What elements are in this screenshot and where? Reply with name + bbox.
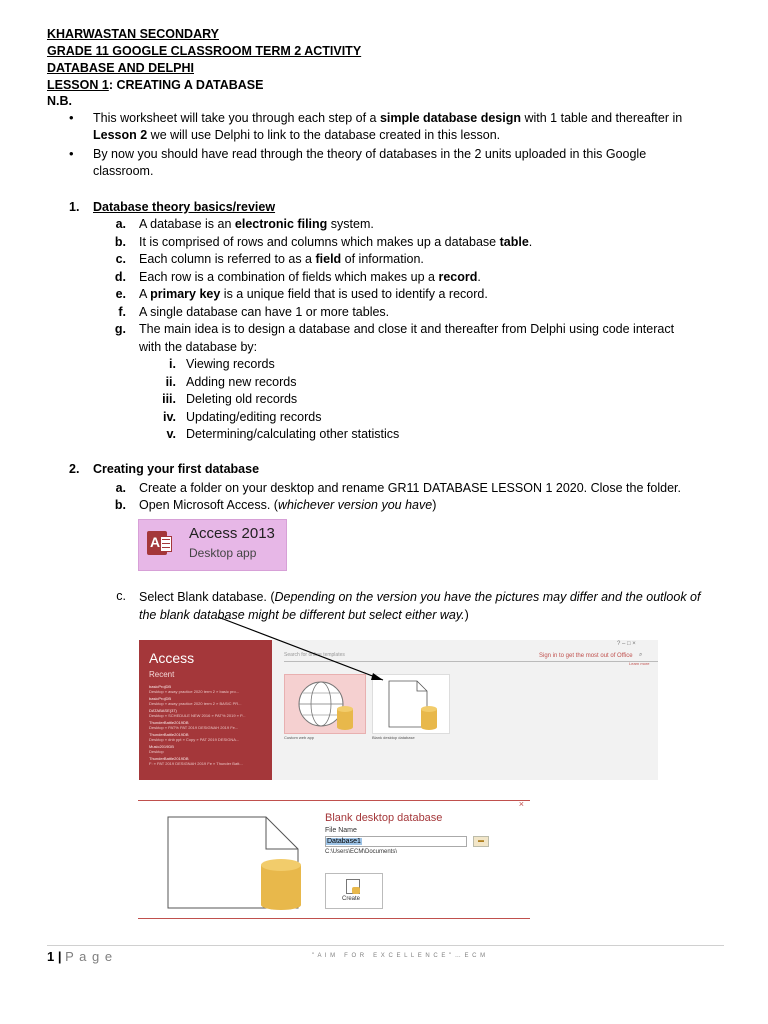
subitem: Updating/editing records [186,410,322,424]
subitem-label: v. [166,427,176,441]
folder-browse-icon[interactable]: ▬ [473,836,489,847]
section-2-title: Creating your first database [93,462,260,476]
access-app-title: Access [149,650,195,666]
bullet-bold: simple database design [379,111,521,125]
item-label: d. [114,270,126,284]
access-tile-title: Access 2013 [189,525,275,542]
access-logo-icon: A [147,531,167,555]
search-icon[interactable]: ⌕ [639,652,643,658]
create-button[interactable] [325,873,383,909]
create-button-label: Create [342,896,361,902]
item-label: b. [114,498,126,512]
recent-file[interactable]: Music2019DB Desktop [149,744,174,754]
bullet-line-3: By now you should have read through the theory of databases in the 2 units uploaded in this Google [93,147,647,161]
access-tile-subtitle: Desktop app [189,546,257,560]
item-label: a. [115,481,126,495]
subitem: Viewing records [186,357,275,371]
blank-document-icon [166,815,306,910]
item-label: g. [114,322,126,336]
lesson-title: : CREATING A DATABASE [108,78,264,92]
item-label: b. [114,235,126,249]
recent-file[interactable]: ThunderBattle2019DB F: » PAT 2019 DESIGNAH 2019 Fe » Thunder Batt... [149,756,243,766]
bullet-bold: Lesson 2 [93,128,148,142]
item-c: Each column is referred to as a field of information. [139,252,424,266]
section-2-item-c: Select Blank database. (Depending on the version you have the pictures may differ and the outlook of [139,590,701,604]
item-f: A single database can have 1 or more tables. [139,305,390,319]
template-label: Custom web app [284,735,315,740]
subitem: Determining/calculating other statistics [186,427,400,441]
lesson-label: LESSON 1 [47,78,109,92]
file-path: C:\Users\ECM\Documents\ [325,849,398,855]
item-a: A database is an electronic filing system. [139,217,374,231]
footer-motto: " A I M F O R E X C E L L E N C E " … E C M [312,953,487,959]
template-label: Blank desktop database [372,735,415,740]
item-g-continued: with the database by: [139,340,258,354]
window-controls[interactable]: ? – □ × [617,641,636,647]
nb-label: N.B. [47,94,72,108]
subject-title: DATABASE AND DELPHI [47,61,194,75]
item-b: It is comprised of rows and columns which makes up a database table. [139,235,533,249]
subitem: Adding new records [186,375,297,389]
template-search-input[interactable]: Search for online templates [284,652,658,662]
activity-title: GRADE 11 GOOGLE CLASSROOM TERM 2 ACTIVITY [47,44,362,58]
bullet-icon: • [69,146,74,161]
recent-file[interactable]: DATABASE(37) Desktop » SCHEDULE NEW 2016 » PAT% 2019 » P... [149,708,246,718]
section-2-item-c-continued: the blank database might be different but select either way.) [139,608,469,622]
item-label: a. [115,217,126,231]
bullet-text: This worksheet will take you through each step of a [93,111,380,125]
bullet-icon: • [69,110,74,125]
blank-database-dialog [138,800,530,919]
recent-file[interactable]: basicProjDB Desktop » away practice 2020 term 2 » basic pro... [149,684,240,694]
recent-label: Recent [149,670,175,679]
footer-divider [47,945,724,946]
dialog-title: Blank desktop database [325,812,443,824]
subitem-label: iii. [162,392,176,406]
section-1-title: Database theory basics/review [93,200,276,214]
blank-database-illustration [166,815,306,910]
item-label: e. [115,287,126,301]
item-d: Each row is a combination of fields which makes up a record. [139,270,481,284]
section-2-item-b: Open Microsoft Access. (whichever version you have) [139,498,437,512]
bullet-text: with 1 table and thereafter in [521,111,683,125]
create-database-icon [346,879,360,894]
subitem-label: ii. [165,375,176,389]
recent-file[interactable]: basicProjDB Desktop » away practice 2020 term 2 » BASIC PR... [149,696,242,706]
page-footer: 1 | P a g e [47,949,114,964]
file-name-label: File Name [325,827,357,834]
school-name: KHARWASTAN SECONDARY [47,27,219,41]
section-2-number: 2. [69,462,80,476]
subitem: Deleting old records [186,392,298,406]
subitem-label: i. [169,357,176,371]
item-label: f. [118,305,126,319]
item-label: c. [115,252,126,266]
item-e: A primary key is a unique field that is used to identify a record. [139,287,488,301]
close-icon[interactable]: × [518,799,524,809]
item-label: c. [116,589,126,603]
subitem-label: iv. [163,410,176,424]
recent-file[interactable]: ThunderBattle2019DB Desktop » dnb ppt » Copy » PAT 2019 DESIGNA... [149,732,240,742]
bullet-text: we will use Delphi to link to the database created in this lesson. [147,128,501,142]
learn-more-link[interactable]: Learn more [629,661,650,666]
file-name-input[interactable]: Database1 [325,836,467,847]
bullet-line-4: classroom. [93,164,154,178]
recent-file[interactable]: ThunderBattle2019DB Desktop » PAT% PAT 2019 DESIGNAH 2019 Fe... [149,720,239,730]
section-2-item-a: Create a folder on your desktop and rename GR11 DATABASE LESSON 1 2020. Close the folder. [139,481,681,495]
section-1-number: 1. [69,200,80,214]
signin-link[interactable]: Sign in to get the most out of Office [539,653,633,659]
item-g: The main idea is to design a database and close it and thereafter from Delphi using code interact [139,322,675,336]
